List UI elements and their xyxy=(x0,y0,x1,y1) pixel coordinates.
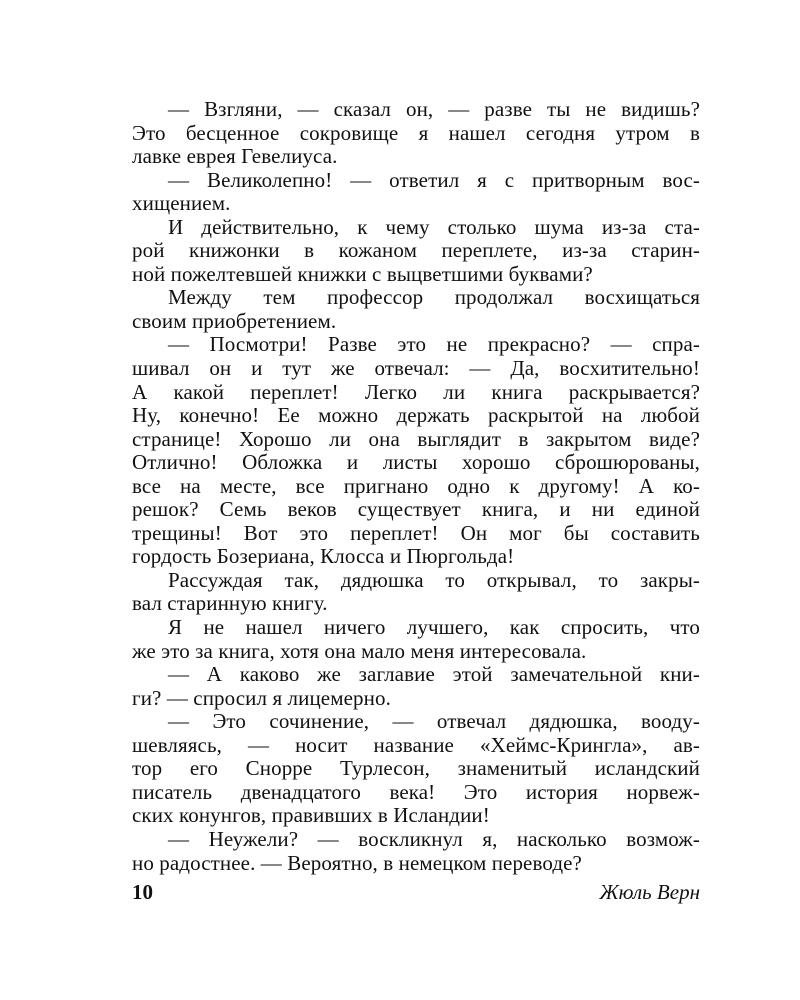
text-line: ной пожелтевшей книжки с выцветшими буквами? xyxy=(132,261,593,286)
text-line: Рассуждая так, дядюшка то открывал, то закры- xyxy=(168,567,700,592)
text-line: все на месте, все пригнано одно к другому! А ко- xyxy=(132,473,700,498)
text-line: И действительно, к чему столько шума из-за ста- xyxy=(168,214,700,239)
text-line: хищением. xyxy=(132,191,231,216)
text-line: гордость Бозериана, Клосса и Пюргольда! xyxy=(132,544,515,569)
text-line: странице! Хорошо ли она выглядит в закрытом виде? xyxy=(132,426,700,451)
text-line: писатель двенадцатого века! Это история норвеж- xyxy=(132,779,700,804)
running-footer-author: Жюль Верн xyxy=(599,880,700,904)
text-line: — Неужели? — воскликнул я, насколько возмож- xyxy=(168,826,700,851)
text-line: ги? — спросил я лицемерно. xyxy=(132,685,391,710)
text-line: тор его Снорре Турлесон, знаменитый исландский xyxy=(132,756,700,781)
text-line: — Это сочинение, — отвечал дядюшка, вооду- xyxy=(168,709,700,734)
text-line: ских конунгов, правивших в Исландии! xyxy=(132,803,490,828)
page-footer xyxy=(132,880,700,908)
text-line: же это за книга, хотя она мало меня интересовала. xyxy=(132,638,587,663)
text-line: вал старинную книгу. xyxy=(132,591,328,616)
text-line: шевляясь, — носит название «Хеймс-Крингла», ав- xyxy=(132,732,700,757)
text-line: А какой переплет! Легко ли книга раскрывается? xyxy=(132,379,700,404)
book-page xyxy=(132,0,700,1000)
text-line: Отлично! Обложка и листы хорошо сброшюрованы, xyxy=(132,450,700,475)
text-line: рой книжонки в кожаном переплете, из-за старин- xyxy=(132,238,700,263)
text-line: но радостнее. — Вероятно, в немецком переводе? xyxy=(132,850,582,875)
text-line: — Взгляни, — сказал он, — разве ты не видишь? xyxy=(168,97,700,121)
text-line: шивал он и тут же отвечал: — Да, восхитительно! xyxy=(132,356,700,381)
text-line: своим приобретением. xyxy=(132,308,337,333)
body-text xyxy=(132,98,700,875)
text-line: Между тем профессор продолжал восхищаться xyxy=(168,285,700,310)
text-line: — А каково же заглавие этой замечательной кни- xyxy=(168,662,700,687)
text-line: лавке еврея Гевелиуса. xyxy=(132,144,338,169)
text-line: Ну, конечно! Ее можно держать раскрытой на любой xyxy=(132,403,700,428)
text-line: Я не нашел ничего лучшего, как спросить, что xyxy=(168,615,700,640)
page-number: 10 xyxy=(132,880,153,904)
text-line: Это бесценное сокровище я нашел сегодня утром в xyxy=(132,120,700,145)
text-line: — Великолепно! — ответил я с притворным вос- xyxy=(168,167,700,192)
text-line: — Посмотри! Разве это не прекрасно? — спра- xyxy=(168,332,700,357)
text-line: решок? Семь веков существует книга, и ни единой xyxy=(132,497,700,522)
text-line: трещины! Вот это переплет! Он мог бы составить xyxy=(132,520,700,545)
